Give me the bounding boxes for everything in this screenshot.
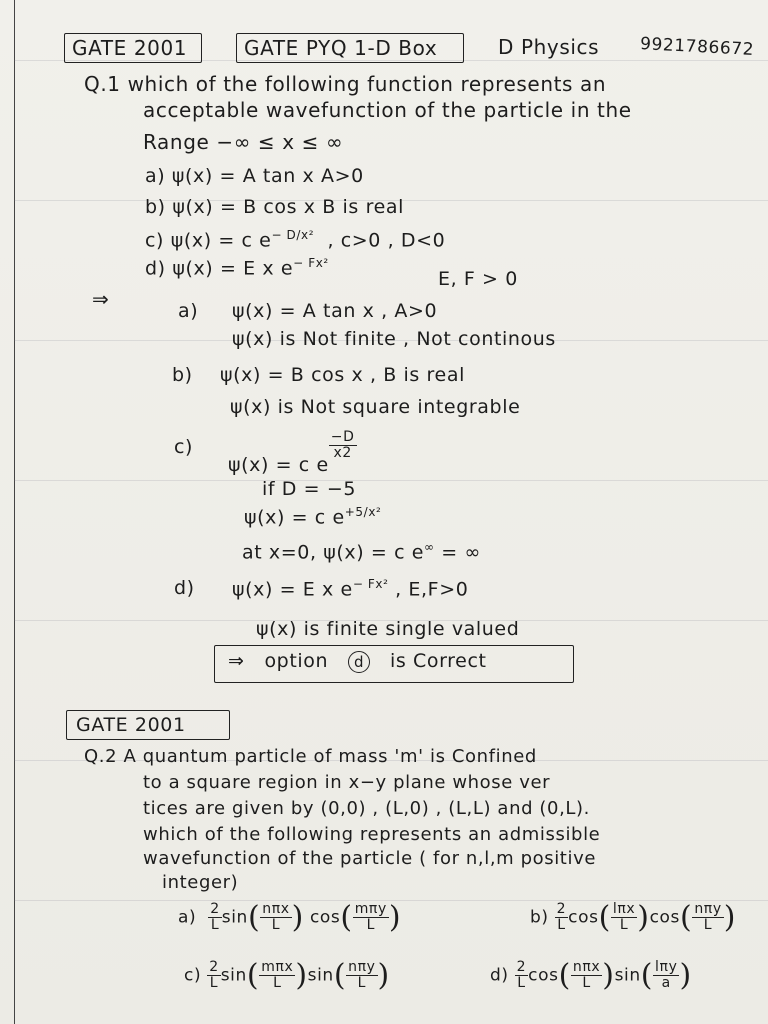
phone-number: 9921786672 [639, 34, 755, 60]
q1-option-d-condition: E, F > 0 [438, 268, 518, 290]
q2-line-2: to a square region in x−y plane whose ver [143, 772, 551, 793]
sol-a-note: ψ(x) is Not finite , Not continous [232, 328, 556, 350]
q2-gate-tag: GATE 2001 [76, 714, 186, 736]
sol-d-label: d) [174, 577, 195, 599]
sol-b-equation: ψ(x) = B cos x , B is real [220, 364, 465, 386]
margin-line [14, 0, 15, 1024]
answer-option-circle: d [348, 651, 370, 673]
sol-c-equation: ψ(x) = c e $\frac{-D}{x2}$ [228, 429, 355, 476]
topic-tag: GATE PYQ 1-D Box [244, 36, 438, 60]
gate-year-tag: GATE 2001 [72, 36, 188, 60]
sol-a-label: a) [178, 300, 199, 322]
sol-b-note: ψ(x) is Not square integrable [230, 396, 521, 418]
sol-c-substituted: ψ(x) = c $e^{+5/x^2}$ [244, 505, 382, 529]
q1-line-2: acceptable wavefunction of the particle in the [143, 98, 632, 122]
q2-line-4: which of the following represents an admissible [143, 824, 601, 845]
q2-option-c: c) $\frac{2}{L}$ sin( $\frac{\text{mπx}}{L}$ )sin( $\frac{\text{nπy}}{L}$ ) [184, 958, 390, 993]
q2-line-1: Q.2 A quantum particle of mass 'm' is Confined [84, 746, 537, 767]
sol-c-at-zero: at x=0, ψ(x) = c e∞ = ∞ [242, 540, 481, 564]
q1-line-3: Range −∞ ≤ x ≤ ∞ [143, 130, 344, 154]
q2-line-6: integer) [162, 872, 239, 893]
q1-option-a: a) ψ(x) = A tan x A>0 [145, 165, 364, 187]
solution-arrow: ⇒ [92, 287, 110, 311]
sol-d-note: ψ(x) is finite single valued [256, 618, 520, 640]
sol-d-equation: ψ(x) = E x $e^{- Fx^2}$ , E,F>0 [232, 577, 469, 601]
sol-a-equation: ψ(x) = A tan x , A>0 [232, 300, 438, 322]
ruled-line [14, 480, 768, 481]
answer-line: ⇒ option d is Correct [228, 650, 487, 672]
q2-line-5: wavefunction of the particle ( for n,l,m positive [143, 848, 596, 869]
sol-c-label: c) [174, 436, 194, 458]
q2-line-3: tices are given by (0,0) , (L,0) , (L,L) and (0,L). [143, 798, 590, 819]
sol-c-if: if D = −5 [262, 478, 357, 500]
q2-option-d: d) $\frac{2}{L}$ cos( $\frac{\text{nπx}}{L}$ )sin( $\frac{\text{lπy}}{a}$ ) [490, 958, 692, 993]
q1-option-b: b) ψ(x) = B cos x B is real [145, 196, 404, 218]
q1-option-c: c) ψ(x) = c $e^{- D/x^2}$ , c>0 , D<0 [145, 228, 446, 252]
q1-option-d: d) ψ(x) = E x $e^{- Fx^2}$ [145, 256, 329, 280]
sol-b-label: b) [172, 364, 193, 386]
q2-option-a: a) $\frac{2}{L}$ sin( $\frac{\text{nπx}}{L}$ ) cos( $\frac{\text{mπy}}{L}$ ) [178, 900, 402, 935]
subject-label: D Physics [498, 35, 600, 59]
q1-line-1: Q.1 which of the following function represents an [84, 72, 607, 96]
q2-option-b: b) $\frac{2}{L}$ cos( $\frac{\text{lπx}}{L}$ )cos( $\frac{\text{nπy}}{L}$ ) [530, 900, 737, 935]
